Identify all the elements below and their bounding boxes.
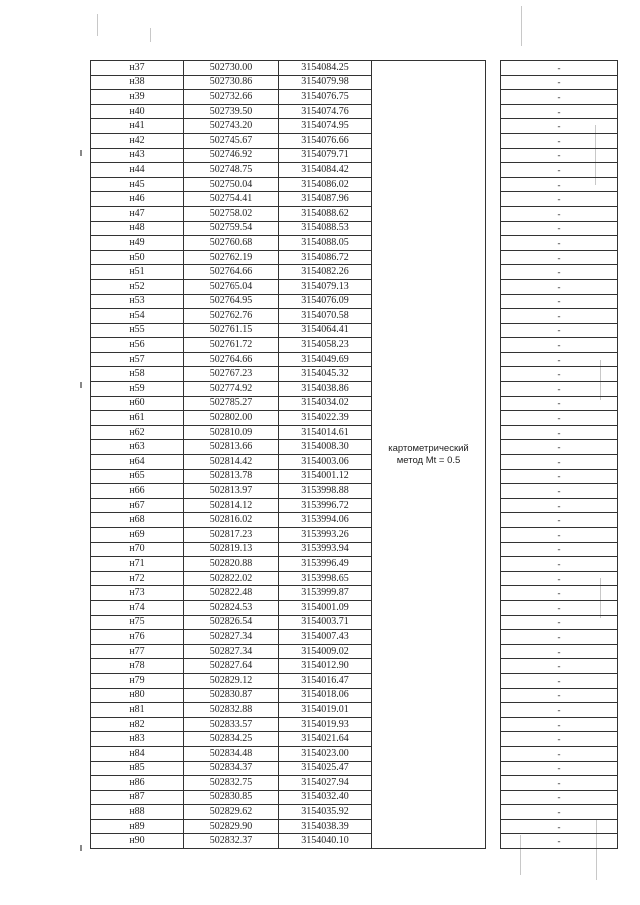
dash-cell: - — [501, 61, 618, 76]
x-coordinate-cell: 502834.25 — [184, 732, 279, 747]
x-coordinate-cell: 502730.00 — [184, 61, 279, 76]
x-coordinate-cell: 502813.66 — [184, 440, 279, 455]
dash-cell: - — [501, 119, 618, 134]
y-coordinate-cell: 3154084.42 — [279, 163, 372, 178]
dash-cell: - — [501, 104, 618, 119]
y-coordinate-cell: 3153993.26 — [279, 528, 372, 543]
y-coordinate-cell: 3154038.86 — [279, 382, 372, 397]
x-coordinate-cell: 502759.54 — [184, 221, 279, 236]
dash-cell: - — [501, 206, 618, 221]
dash-cell: - — [501, 440, 618, 455]
dash-cell: - — [501, 542, 618, 557]
point-number-cell: н46 — [91, 192, 184, 207]
point-number-cell: н81 — [91, 703, 184, 718]
x-coordinate-cell: 502767.23 — [184, 367, 279, 382]
point-number-cell: н89 — [91, 819, 184, 834]
y-coordinate-cell: 3154019.93 — [279, 717, 372, 732]
point-number-cell: н40 — [91, 104, 184, 119]
y-coordinate-cell: 3154084.25 — [279, 61, 372, 76]
x-coordinate-cell: 502816.02 — [184, 513, 279, 528]
table-row — [91, 790, 618, 805]
point-number-cell: н44 — [91, 163, 184, 178]
dash-cell: - — [501, 367, 618, 382]
dash-cell: - — [501, 425, 618, 440]
dash-cell: - — [501, 250, 618, 265]
point-number-cell: н64 — [91, 455, 184, 470]
point-number-cell: н76 — [91, 630, 184, 645]
table-row — [91, 761, 618, 776]
table-row — [91, 571, 618, 586]
y-coordinate-cell: 3154079.71 — [279, 148, 372, 163]
table-row — [91, 221, 618, 236]
point-number-cell: н67 — [91, 498, 184, 513]
point-number-cell: н59 — [91, 382, 184, 397]
table-row — [91, 294, 618, 309]
table-row — [91, 206, 618, 221]
dash-cell: - — [501, 192, 618, 207]
y-coordinate-cell: 3154025.47 — [279, 761, 372, 776]
dash-cell: - — [501, 615, 618, 630]
point-number-cell: н57 — [91, 352, 184, 367]
y-coordinate-cell: 3154040.10 — [279, 834, 372, 849]
point-number-cell: н45 — [91, 177, 184, 192]
y-coordinate-cell: 3154007.43 — [279, 630, 372, 645]
dash-cell: - — [501, 834, 618, 849]
point-number-cell: н85 — [91, 761, 184, 776]
table-row — [91, 776, 618, 791]
dash-cell: - — [501, 805, 618, 820]
table-row — [91, 236, 618, 251]
point-number-cell: н51 — [91, 265, 184, 280]
dash-cell: - — [501, 513, 618, 528]
y-coordinate-cell: 3154001.12 — [279, 469, 372, 484]
x-coordinate-cell: 502827.34 — [184, 630, 279, 645]
y-coordinate-cell: 3154022.39 — [279, 411, 372, 426]
method-accuracy: метод Mt = 0.5 — [396, 454, 461, 466]
table-row — [91, 746, 618, 761]
table-row — [91, 673, 618, 688]
y-coordinate-cell: 3154049.69 — [279, 352, 372, 367]
y-coordinate-cell: 3154086.02 — [279, 177, 372, 192]
dash-cell: - — [501, 717, 618, 732]
y-coordinate-cell: 3154003.06 — [279, 455, 372, 470]
point-number-cell: н79 — [91, 673, 184, 688]
table-row — [91, 600, 618, 615]
y-coordinate-cell: 3154008.30 — [279, 440, 372, 455]
x-coordinate-cell: 502832.37 — [184, 834, 279, 849]
x-coordinate-cell: 502761.15 — [184, 323, 279, 338]
y-coordinate-cell: 3154035.92 — [279, 805, 372, 820]
x-coordinate-cell: 502834.37 — [184, 761, 279, 776]
point-number-cell: н88 — [91, 805, 184, 820]
point-number-cell: н87 — [91, 790, 184, 805]
x-coordinate-cell: 502820.88 — [184, 557, 279, 572]
x-coordinate-cell: 502764.66 — [184, 352, 279, 367]
table-row — [91, 455, 618, 470]
x-coordinate-cell: 502822.48 — [184, 586, 279, 601]
point-number-cell: н49 — [91, 236, 184, 251]
table-row — [91, 352, 618, 367]
x-coordinate-cell: 502813.78 — [184, 469, 279, 484]
table-row — [91, 717, 618, 732]
x-coordinate-cell: 502827.64 — [184, 659, 279, 674]
table-row — [91, 148, 618, 163]
dash-cell: - — [501, 148, 618, 163]
method-name: картометрический — [388, 442, 469, 454]
x-coordinate-cell: 502730.86 — [184, 75, 279, 90]
y-coordinate-cell: 3154088.05 — [279, 236, 372, 251]
x-coordinate-cell: 502832.75 — [184, 776, 279, 791]
dash-cell: - — [501, 659, 618, 674]
x-coordinate-cell: 502764.95 — [184, 294, 279, 309]
dash-cell: - — [501, 688, 618, 703]
x-coordinate-cell: 502754.41 — [184, 192, 279, 207]
point-number-cell: н70 — [91, 542, 184, 557]
table-row — [91, 338, 618, 353]
x-coordinate-cell: 502750.04 — [184, 177, 279, 192]
point-number-cell: н83 — [91, 732, 184, 747]
x-coordinate-cell: 502829.90 — [184, 819, 279, 834]
point-number-cell: н84 — [91, 746, 184, 761]
dash-cell: - — [501, 819, 618, 834]
table-row — [91, 104, 618, 119]
scan-mark-left-3 — [80, 845, 82, 851]
dash-cell: - — [501, 309, 618, 324]
point-number-cell: н55 — [91, 323, 184, 338]
y-coordinate-cell: 3154070.58 — [279, 309, 372, 324]
point-number-cell: н62 — [91, 425, 184, 440]
blank-column — [486, 61, 501, 849]
dash-cell: - — [501, 396, 618, 411]
y-coordinate-cell: 3154023.00 — [279, 746, 372, 761]
y-coordinate-cell: 3154027.94 — [279, 776, 372, 791]
x-coordinate-cell: 502732.66 — [184, 90, 279, 105]
dash-cell: - — [501, 761, 618, 776]
point-number-cell: н58 — [91, 367, 184, 382]
dash-cell: - — [501, 294, 618, 309]
x-coordinate-cell: 502819.13 — [184, 542, 279, 557]
point-number-cell: н54 — [91, 309, 184, 324]
table-row — [91, 542, 618, 557]
y-coordinate-cell: 3154076.66 — [279, 133, 372, 148]
point-number-cell: н48 — [91, 221, 184, 236]
x-coordinate-cell: 502765.04 — [184, 279, 279, 294]
dash-cell: - — [501, 236, 618, 251]
table-row — [91, 323, 618, 338]
dash-cell: - — [501, 455, 618, 470]
y-coordinate-cell: 3154021.64 — [279, 732, 372, 747]
point-number-cell: н41 — [91, 119, 184, 134]
x-coordinate-cell: 502817.23 — [184, 528, 279, 543]
point-number-cell: н50 — [91, 250, 184, 265]
table-row — [91, 732, 618, 747]
y-coordinate-cell: 3154058.23 — [279, 338, 372, 353]
scan-mark-top-left — [97, 14, 98, 36]
point-number-cell: н61 — [91, 411, 184, 426]
y-coordinate-cell: 3154016.47 — [279, 673, 372, 688]
dash-cell: - — [501, 732, 618, 747]
dash-cell: - — [501, 177, 618, 192]
dash-cell: - — [501, 323, 618, 338]
point-number-cell: н68 — [91, 513, 184, 528]
y-coordinate-cell: 3153996.49 — [279, 557, 372, 572]
y-coordinate-cell: 3154003.71 — [279, 615, 372, 630]
table-row — [91, 630, 618, 645]
y-coordinate-cell: 3154088.62 — [279, 206, 372, 221]
dash-cell: - — [501, 673, 618, 688]
y-coordinate-cell: 3154014.61 — [279, 425, 372, 440]
dash-cell: - — [501, 586, 618, 601]
x-coordinate-cell: 502810.09 — [184, 425, 279, 440]
x-coordinate-cell: 502829.12 — [184, 673, 279, 688]
table-row — [91, 819, 618, 834]
point-number-cell: н63 — [91, 440, 184, 455]
y-coordinate-cell: 3154001.09 — [279, 600, 372, 615]
x-coordinate-cell: 502832.88 — [184, 703, 279, 718]
point-number-cell: н65 — [91, 469, 184, 484]
point-number-cell: н47 — [91, 206, 184, 221]
y-coordinate-cell: 3154076.75 — [279, 90, 372, 105]
dash-cell: - — [501, 163, 618, 178]
y-coordinate-cell: 3153994.06 — [279, 513, 372, 528]
point-number-cell: н90 — [91, 834, 184, 849]
coordinates-table — [90, 60, 618, 849]
y-coordinate-cell: 3154082.26 — [279, 265, 372, 280]
table-row — [91, 513, 618, 528]
table-row — [91, 659, 618, 674]
y-coordinate-cell: 3154074.95 — [279, 119, 372, 134]
x-coordinate-cell: 502814.12 — [184, 498, 279, 513]
dash-cell: - — [501, 557, 618, 572]
x-coordinate-cell: 502748.75 — [184, 163, 279, 178]
dash-cell: - — [501, 644, 618, 659]
table-row — [91, 309, 618, 324]
point-number-cell: н53 — [91, 294, 184, 309]
x-coordinate-cell: 502833.57 — [184, 717, 279, 732]
table-row — [91, 469, 618, 484]
table-row — [91, 528, 618, 543]
y-coordinate-cell: 3154009.02 — [279, 644, 372, 659]
table-row — [91, 382, 618, 397]
dash-cell: - — [501, 221, 618, 236]
y-coordinate-cell: 3154032.40 — [279, 790, 372, 805]
point-number-cell: н74 — [91, 600, 184, 615]
table-row — [91, 61, 618, 76]
x-coordinate-cell: 502746.92 — [184, 148, 279, 163]
point-number-cell: н75 — [91, 615, 184, 630]
method-cell — [372, 61, 486, 849]
table-row — [91, 250, 618, 265]
table-row — [91, 90, 618, 105]
dash-cell: - — [501, 776, 618, 791]
x-coordinate-cell: 502762.76 — [184, 309, 279, 324]
dash-cell: - — [501, 600, 618, 615]
point-number-cell: н38 — [91, 75, 184, 90]
y-coordinate-cell: 3154012.90 — [279, 659, 372, 674]
x-coordinate-cell: 502826.54 — [184, 615, 279, 630]
x-coordinate-cell: 502764.66 — [184, 265, 279, 280]
y-coordinate-cell: 3154074.76 — [279, 104, 372, 119]
x-coordinate-cell: 502824.53 — [184, 600, 279, 615]
table-row — [91, 119, 618, 134]
x-coordinate-cell: 502758.02 — [184, 206, 279, 221]
scan-mark-top-mid — [150, 28, 151, 42]
dash-cell: - — [501, 75, 618, 90]
y-coordinate-cell: 3154088.53 — [279, 221, 372, 236]
x-coordinate-cell: 502739.50 — [184, 104, 279, 119]
dash-cell: - — [501, 90, 618, 105]
x-coordinate-cell: 502834.48 — [184, 746, 279, 761]
table-row — [91, 615, 618, 630]
dash-cell: - — [501, 279, 618, 294]
point-number-cell: н39 — [91, 90, 184, 105]
x-coordinate-cell: 502814.42 — [184, 455, 279, 470]
table-row — [91, 703, 618, 718]
point-number-cell: н69 — [91, 528, 184, 543]
point-number-cell: н56 — [91, 338, 184, 353]
x-coordinate-cell: 502760.68 — [184, 236, 279, 251]
table-row — [91, 644, 618, 659]
table-row — [91, 498, 618, 513]
point-number-cell: н42 — [91, 133, 184, 148]
y-coordinate-cell: 3154019.01 — [279, 703, 372, 718]
y-coordinate-cell: 3154079.98 — [279, 75, 372, 90]
point-number-cell: н78 — [91, 659, 184, 674]
dash-cell: - — [501, 265, 618, 280]
x-coordinate-cell: 502830.87 — [184, 688, 279, 703]
dash-cell: - — [501, 411, 618, 426]
y-coordinate-cell: 3153996.72 — [279, 498, 372, 513]
y-coordinate-cell: 3154038.39 — [279, 819, 372, 834]
point-number-cell: н73 — [91, 586, 184, 601]
y-coordinate-cell: 3154087.96 — [279, 192, 372, 207]
dash-cell: - — [501, 630, 618, 645]
y-coordinate-cell: 3154079.13 — [279, 279, 372, 294]
dash-cell: - — [501, 382, 618, 397]
table-row — [91, 425, 618, 440]
point-number-cell: н66 — [91, 484, 184, 499]
table-row — [91, 133, 618, 148]
x-coordinate-cell: 502829.62 — [184, 805, 279, 820]
x-coordinate-cell: 502745.67 — [184, 133, 279, 148]
table-row — [91, 557, 618, 572]
x-coordinate-cell: 502827.34 — [184, 644, 279, 659]
table-row — [91, 411, 618, 426]
table-row — [91, 396, 618, 411]
y-coordinate-cell: 3154018.06 — [279, 688, 372, 703]
dash-cell: - — [501, 528, 618, 543]
dash-cell: - — [501, 571, 618, 586]
table-row — [91, 367, 618, 382]
y-coordinate-cell: 3153998.88 — [279, 484, 372, 499]
y-coordinate-cell: 3154045.32 — [279, 367, 372, 382]
point-number-cell: н80 — [91, 688, 184, 703]
table-row — [91, 440, 618, 455]
x-coordinate-cell: 502822.02 — [184, 571, 279, 586]
coordinates-table-body — [91, 61, 618, 849]
x-coordinate-cell: 502813.97 — [184, 484, 279, 499]
table-row — [91, 484, 618, 499]
point-number-cell: н86 — [91, 776, 184, 791]
x-coordinate-cell: 502774.92 — [184, 382, 279, 397]
table-row — [91, 279, 618, 294]
dash-cell: - — [501, 338, 618, 353]
dash-cell: - — [501, 790, 618, 805]
dash-cell: - — [501, 133, 618, 148]
x-coordinate-cell: 502762.19 — [184, 250, 279, 265]
point-number-cell: н43 — [91, 148, 184, 163]
point-number-cell: н37 — [91, 61, 184, 76]
point-number-cell: н60 — [91, 396, 184, 411]
point-number-cell: н82 — [91, 717, 184, 732]
table-row — [91, 163, 618, 178]
x-coordinate-cell: 502743.20 — [184, 119, 279, 134]
dash-cell: - — [501, 746, 618, 761]
point-number-cell: н52 — [91, 279, 184, 294]
y-coordinate-cell: 3154064.41 — [279, 323, 372, 338]
y-coordinate-cell: 3153993.94 — [279, 542, 372, 557]
y-coordinate-cell: 3154034.02 — [279, 396, 372, 411]
y-coordinate-cell: 3154086.72 — [279, 250, 372, 265]
y-coordinate-cell: 3154076.09 — [279, 294, 372, 309]
y-coordinate-cell: 3153998.65 — [279, 571, 372, 586]
y-coordinate-cell: 3153999.87 — [279, 586, 372, 601]
point-number-cell: н77 — [91, 644, 184, 659]
x-coordinate-cell: 502802.00 — [184, 411, 279, 426]
table-row — [91, 805, 618, 820]
x-coordinate-cell: 502761.72 — [184, 338, 279, 353]
point-number-cell: н71 — [91, 557, 184, 572]
dash-cell: - — [501, 498, 618, 513]
dash-cell: - — [501, 352, 618, 367]
table-row — [91, 265, 618, 280]
table-row — [91, 192, 618, 207]
scan-mark-left-1 — [80, 150, 82, 156]
point-number-cell: н72 — [91, 571, 184, 586]
scan-mark-top-right — [521, 6, 522, 46]
table-row — [91, 586, 618, 601]
table-row — [91, 834, 618, 849]
table-row — [91, 688, 618, 703]
table-row — [91, 75, 618, 90]
table-row — [91, 177, 618, 192]
x-coordinate-cell: 502785.27 — [184, 396, 279, 411]
x-coordinate-cell: 502830.85 — [184, 790, 279, 805]
scan-mark-left-2 — [80, 382, 82, 388]
dash-cell: - — [501, 703, 618, 718]
dash-cell: - — [501, 484, 618, 499]
dash-cell: - — [501, 469, 618, 484]
